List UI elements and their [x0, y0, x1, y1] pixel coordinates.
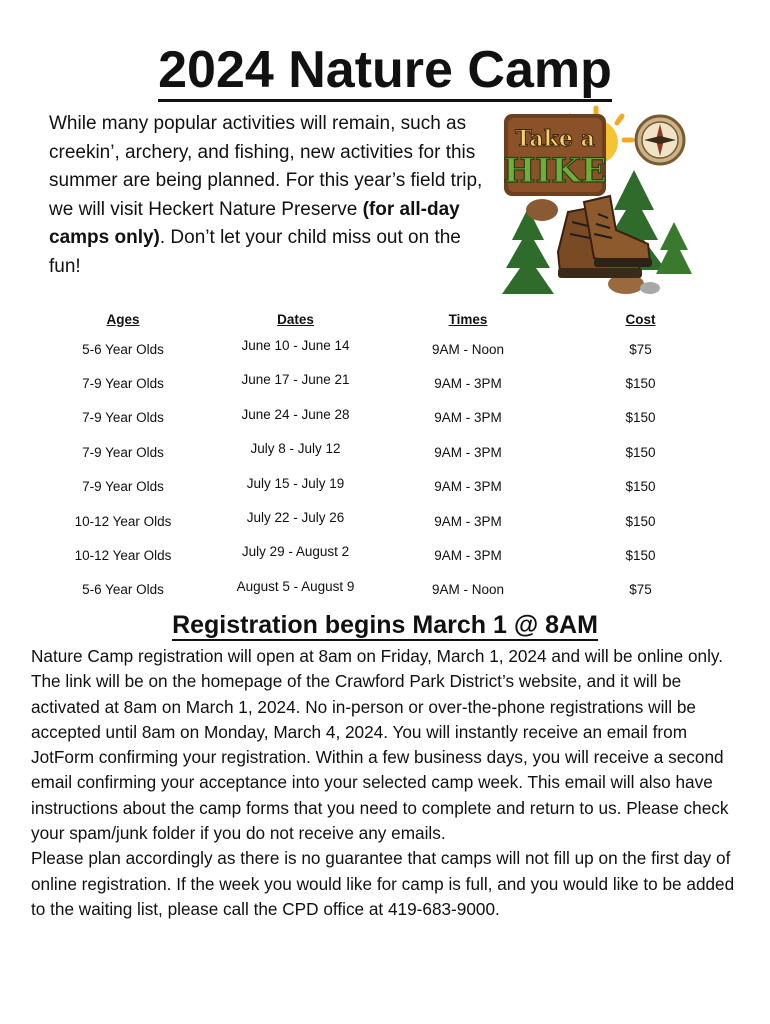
- dates-cell: July 29 - August 2: [241, 544, 350, 560]
- age-cell: 7-9 Year Olds: [82, 376, 164, 392]
- compass-icon: [636, 116, 684, 164]
- dates-cell: July 8 - July 12: [250, 441, 341, 457]
- time-cell: 9AM - 3PM: [434, 376, 502, 392]
- cost-cell: $150: [625, 548, 656, 564]
- svg-text:Take a: Take a: [515, 126, 595, 152]
- camp-schedule-table: [38, 306, 728, 607]
- registration-heading: Registration begins March 1 @ 8AM: [172, 611, 598, 639]
- take-a-hike-illustration: [498, 102, 693, 297]
- cost-cell: $150: [625, 410, 656, 426]
- intro-end: . Don’t let your child miss out on the fun!: [49, 227, 461, 277]
- age-cell: 10-12 Year Olds: [74, 548, 172, 564]
- time-cell: 9AM - 3PM: [434, 410, 502, 426]
- table-row: [38, 401, 728, 435]
- table-row: [38, 332, 728, 366]
- table-row: [38, 573, 728, 607]
- dates-cell: July 15 - July 19: [246, 475, 345, 491]
- pine-tree-icon: [656, 222, 692, 274]
- age-cell: 7-9 Year Olds: [82, 444, 164, 460]
- table-row: [38, 366, 728, 400]
- pine-tree-icon: [502, 208, 554, 294]
- cost-cell: $150: [625, 444, 656, 460]
- header-dates: Dates: [277, 311, 314, 327]
- dates-cell: August 5 - August 9: [236, 578, 355, 594]
- cost-cell: $150: [625, 513, 656, 529]
- age-cell: 7-9 Year Olds: [82, 479, 164, 495]
- cost-cell: $150: [625, 479, 656, 495]
- intro-main: While many popular activities will remain, such as creekin’, archery, and fishing, new activities for this summer are being planned. For this year’s field trip, we will visit Heckert Nature Preserve: [49, 113, 483, 220]
- hike-sign: [503, 114, 607, 196]
- cost-cell: $75: [629, 582, 652, 598]
- header-ages: Ages: [106, 311, 140, 327]
- table-row: [38, 435, 728, 469]
- age-cell: 7-9 Year Olds: [82, 410, 164, 426]
- registration-paragraph: Please plan accordingly as there is no guarantee that camps will not fill up on the first day of online registration. If the week you would like for camp is full, and you would like to be added to the waiting list, please call the CPD office at 419-683-9000.: [31, 848, 735, 919]
- dates-cell: June 24 - June 28: [241, 406, 350, 422]
- table-row: [38, 470, 728, 504]
- intro-bold: (for all-day camps only): [49, 198, 460, 249]
- cost-cell: $75: [629, 341, 652, 357]
- dates-cell: July 22 - July 26: [246, 509, 345, 525]
- table-header-row: [38, 306, 728, 332]
- time-cell: 9AM - 3PM: [434, 479, 502, 495]
- table-row: [38, 504, 728, 538]
- intro-text: [49, 110, 489, 282]
- registration-details: [31, 644, 743, 922]
- time-cell: 9AM - Noon: [431, 582, 505, 598]
- cost-cell: $150: [625, 376, 656, 392]
- age-cell: 5-6 Year Olds: [82, 582, 164, 598]
- age-cell: 5-6 Year Olds: [82, 341, 164, 357]
- age-cell: 10-12 Year Olds: [74, 513, 172, 529]
- dates-cell: June 17 - June 21: [241, 372, 350, 388]
- page-title: 2024 Nature Camp: [0, 38, 770, 102]
- table-row: [38, 538, 728, 572]
- time-cell: 9AM - 3PM: [434, 513, 502, 529]
- rock-icon: [526, 199, 558, 221]
- dates-cell: June 10 - June 14: [241, 338, 350, 353]
- time-cell: 9AM - Noon: [431, 341, 505, 357]
- svg-text:HIKE: HIKE: [503, 151, 607, 191]
- header-times: Times: [448, 311, 488, 327]
- time-cell: 9AM - 3PM: [434, 548, 502, 564]
- time-cell: 9AM - 3PM: [434, 444, 502, 460]
- rock-icon: [640, 282, 660, 294]
- header-cost: Cost: [625, 311, 656, 327]
- registration-paragraph: Nature Camp registration will open at 8am on Friday, March 1, 2024 and will be online only. The link will be on the homepage of the Crawford Park District’s website, and it will be activated at 8am on March 1, 2024. No in-person or over-the-phone registrations will be accepted until 8am on Monday, March 4, 2024. You will instantly receive an email from JotForm confirming your registration. Within a few business days, you will receive a second email confirming your acceptance into your selected camp week. This email will also have instructions about the camp forms that you need to complete and return to us. Please check your spam/junk folder if you do not receive any emails.: [31, 646, 729, 844]
